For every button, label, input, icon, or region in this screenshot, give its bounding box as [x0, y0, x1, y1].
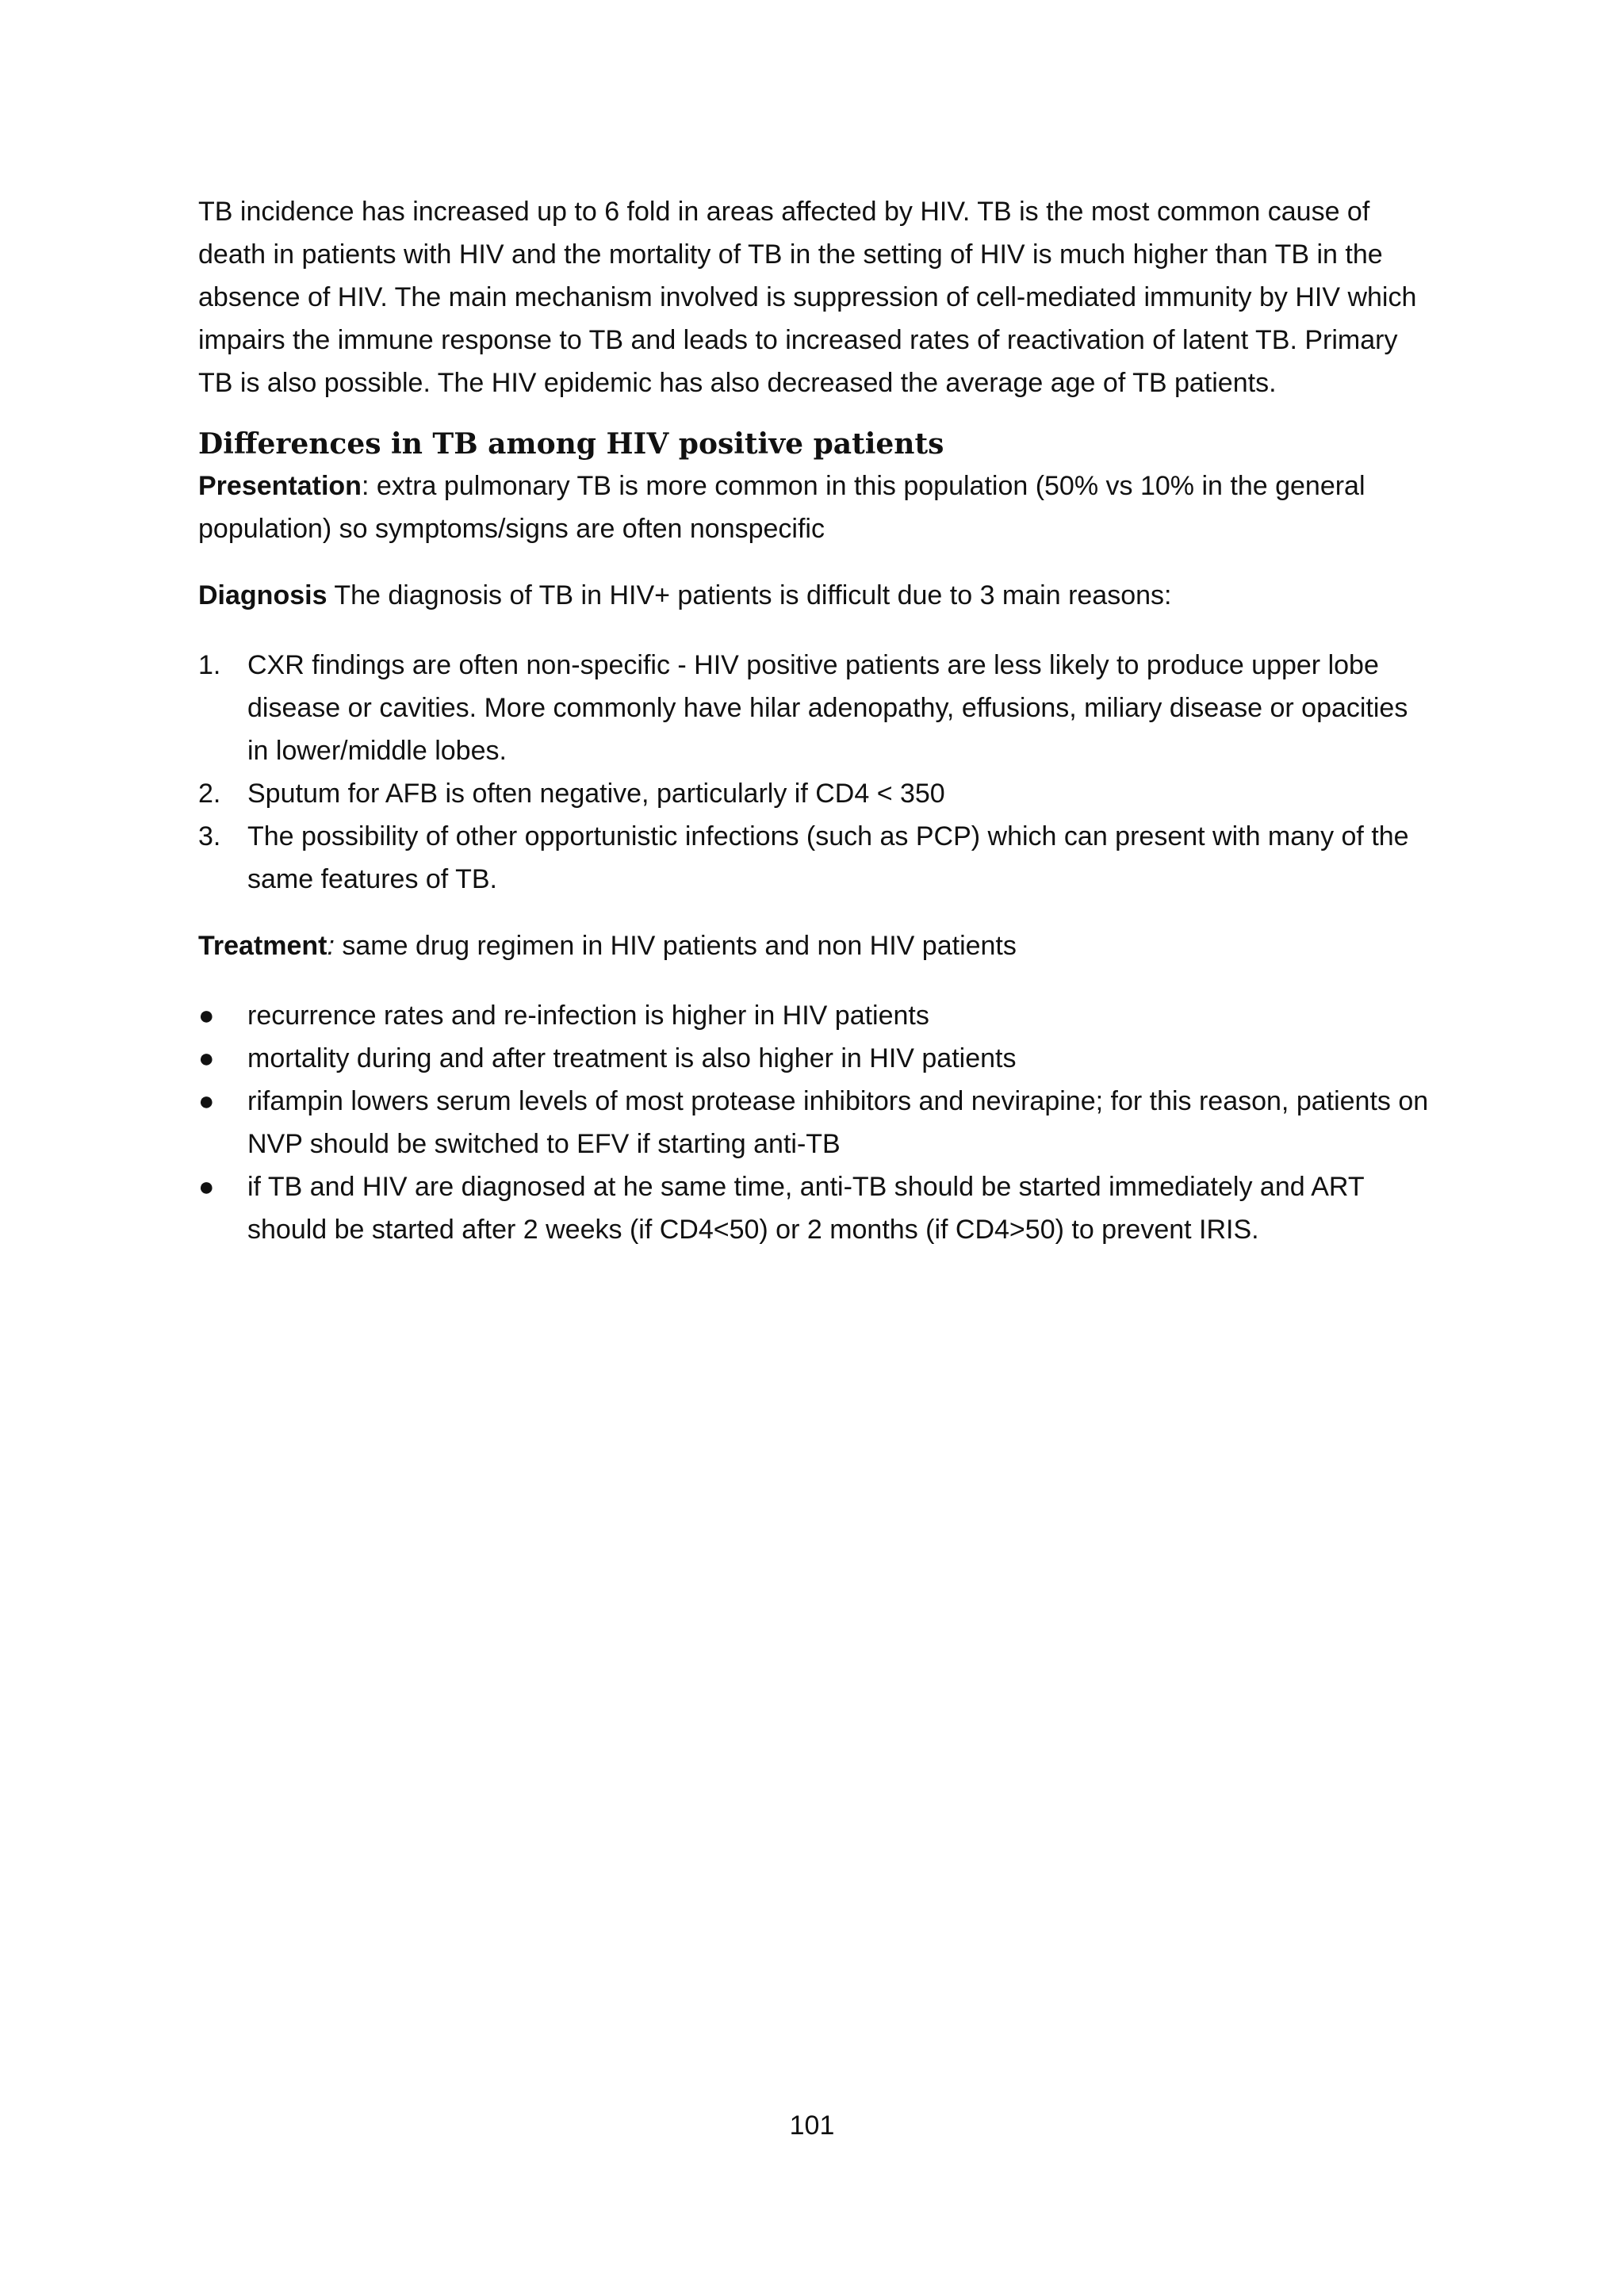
list-item-text: Sputum for AFB is often negative, particularly if CD4 < 350 [247, 779, 945, 809]
list-number: 3. [198, 821, 221, 851]
list-item-text: recurrence rates and re-infection is higher in HIV patients [247, 1001, 929, 1031]
presentation-text: : extra pulmonary TB is more common in this population (50% vs 10% in the general population) so symptoms/signs are often nonspecific [198, 471, 1365, 544]
bullet-icon: ● [198, 1172, 215, 1202]
diagnosis-numbered-list [198, 644, 1435, 901]
treatment-colon: : [327, 931, 335, 961]
list-item-text: The possibility of other opportunistic infections (such as PCP) which can present with many of the same features of TB. [247, 821, 1409, 894]
list-item-text: CXR findings are often non-specific - HIV positive patients are less likely to produce upper lobe disease or cavities. More commonly have hilar adenopathy, effusions, miliary disease or opacities in lower/middle lobes. [247, 650, 1408, 766]
treatment-label: Treatment [198, 931, 327, 961]
diagnosis-list-item [198, 815, 1435, 901]
list-item-text: rifampin lowers serum levels of most protease inhibitors and nevirapine; for this reason, patients on NVP should be switched to EFV if starting anti-TB [247, 1086, 1429, 1159]
treatment-list-item [198, 1080, 1435, 1165]
treatment-paragraph [198, 924, 1435, 967]
treatment-list-item [198, 1165, 1435, 1251]
diagnosis-paragraph [198, 574, 1435, 617]
intro-paragraph: TB incidence has increased up to 6 fold in areas affected by HIV. TB is the most common cause of death in patients with HIV and the mortality of TB in the setting of HIV is much higher than TB in the absence of HIV. The main mechanism involved is suppression of cell-mediated immunity by HIV which impairs the immune response to TB and leads to increased rates of reactivation of latent TB. Primary TB is also possible. The HIV epidemic has also decreased the average age of TB patients. [198, 197, 1417, 398]
treatment-list-item [198, 994, 1435, 1037]
list-number: 1. [198, 650, 221, 680]
presentation-paragraph [198, 465, 1435, 550]
bullet-icon: ● [198, 1086, 215, 1116]
diagnosis-list-item [198, 772, 1435, 815]
treatment-list-item [198, 1037, 1435, 1080]
diagnosis-label: Diagnosis [198, 580, 327, 610]
list-number: 2. [198, 779, 221, 809]
list-item-text: mortality during and after treatment is also higher in HIV patients [247, 1043, 1017, 1073]
list-item-text: if TB and HIV are diagnosed at he same time, anti-TB should be started immediately and ART should be started after 2 weeks (if CD4<50) or 2 months (if CD4>50) to prevent IRIS. [247, 1172, 1364, 1245]
bullet-icon: ● [198, 1001, 215, 1031]
presentation-label: Presentation [198, 471, 362, 501]
bullet-icon: ● [198, 1043, 215, 1073]
document-page [198, 190, 1435, 1251]
section-heading: Differences in TB among HIV positive patients [198, 427, 944, 461]
treatment-bullet-list [198, 994, 1435, 1251]
diagnosis-text: The diagnosis of TB in HIV+ patients is difficult due to 3 main reasons: [327, 580, 1172, 610]
page-number: 101 [789, 2110, 835, 2141]
treatment-text: same drug regimen in HIV patients and non HIV patients [334, 931, 1017, 961]
diagnosis-list-item [198, 644, 1435, 772]
